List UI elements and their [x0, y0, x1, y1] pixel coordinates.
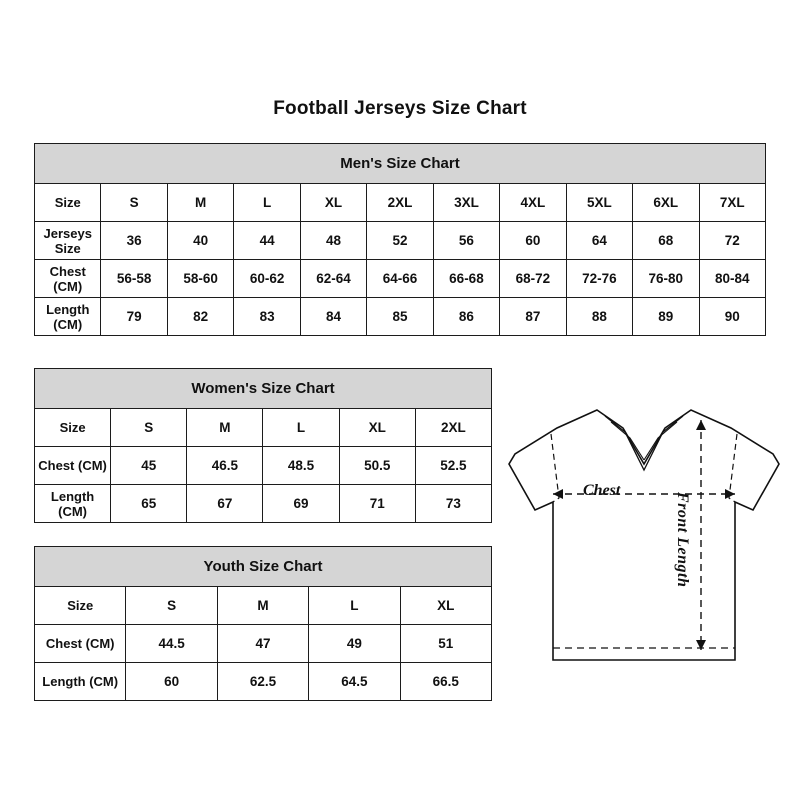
table-row [35, 587, 492, 625]
table-row [35, 663, 492, 701]
chest-arrow-right [725, 489, 735, 499]
cell: 71 [339, 485, 415, 523]
cell: 48.5 [263, 447, 339, 485]
cell: 50.5 [339, 447, 415, 485]
table-row [35, 485, 492, 523]
cell: 47 [217, 625, 308, 663]
cell: 51 [400, 625, 491, 663]
row-label: Size [35, 184, 101, 222]
mens-size-chart-table [34, 143, 766, 336]
cell: 6XL [633, 184, 699, 222]
table-caption-row [35, 144, 766, 184]
row-label: Jerseys Size [35, 222, 101, 260]
cell: 44.5 [126, 625, 217, 663]
cell: 88 [566, 298, 632, 336]
table-row [35, 409, 492, 447]
cell: 82 [167, 298, 233, 336]
front-length-measure-label: Front Length [674, 492, 691, 588]
cell: 64 [566, 222, 632, 260]
cell: 44 [234, 222, 300, 260]
jersey-outline-svg [505, 398, 783, 693]
cell: 52.5 [415, 447, 491, 485]
cell: 62-64 [300, 260, 366, 298]
cell: 5XL [566, 184, 632, 222]
cell: 68-72 [500, 260, 566, 298]
youth-size-chart-table [34, 546, 492, 701]
cell: S [111, 409, 187, 447]
cell: M [167, 184, 233, 222]
cell: 66.5 [400, 663, 491, 701]
cell: 67 [187, 485, 263, 523]
cell: 2XL [367, 184, 433, 222]
chest-measure-label: Chest [583, 482, 621, 499]
cell: 66-68 [433, 260, 499, 298]
cell: 36 [101, 222, 167, 260]
cell: 49 [309, 625, 400, 663]
row-label: Length (CM) [35, 663, 126, 701]
cell: 64-66 [367, 260, 433, 298]
cell: L [263, 409, 339, 447]
table-row [35, 222, 766, 260]
cell: 84 [300, 298, 366, 336]
cell: S [101, 184, 167, 222]
shirt-outline-path [509, 410, 779, 660]
cell: 40 [167, 222, 233, 260]
cell: 48 [300, 222, 366, 260]
cell: 52 [367, 222, 433, 260]
cell: 83 [234, 298, 300, 336]
cell: 76-80 [633, 260, 699, 298]
cell: 46.5 [187, 447, 263, 485]
cell: 72-76 [566, 260, 632, 298]
table-row [35, 184, 766, 222]
cell: 79 [101, 298, 167, 336]
cell: 90 [699, 298, 765, 336]
cell: M [187, 409, 263, 447]
youth-caption: Youth Size Chart [35, 547, 492, 587]
page-title: Football Jerseys Size Chart [273, 98, 527, 119]
row-label: Chest (CM) [35, 625, 126, 663]
cell: XL [300, 184, 366, 222]
row-label: Length (CM) [35, 298, 101, 336]
row-label: Size [35, 409, 111, 447]
cell: 60-62 [234, 260, 300, 298]
table-caption-row [35, 547, 492, 587]
cell: L [309, 587, 400, 625]
table-row [35, 260, 766, 298]
cell: XL [339, 409, 415, 447]
table-caption-row [35, 369, 492, 409]
cell: 45 [111, 447, 187, 485]
chest-arrow-left [553, 489, 563, 499]
cell: 7XL [699, 184, 765, 222]
womens-caption: Women's Size Chart [35, 369, 492, 409]
front-length-arrow-top [696, 420, 706, 430]
mens-caption: Men's Size Chart [35, 144, 766, 184]
cell: 89 [633, 298, 699, 336]
cell: 56 [433, 222, 499, 260]
cell: 2XL [415, 409, 491, 447]
cell: 56-58 [101, 260, 167, 298]
cell: 87 [500, 298, 566, 336]
table-row [35, 447, 492, 485]
cell: XL [400, 587, 491, 625]
cell: 69 [263, 485, 339, 523]
cell: 85 [367, 298, 433, 336]
cell: 64.5 [309, 663, 400, 701]
cell: 3XL [433, 184, 499, 222]
row-label: Chest (CM) [35, 447, 111, 485]
cell: 4XL [500, 184, 566, 222]
table-row [35, 625, 492, 663]
cell: S [126, 587, 217, 625]
cell: 65 [111, 485, 187, 523]
cell: 60 [500, 222, 566, 260]
row-label: Length (CM) [35, 485, 111, 523]
cell: 58-60 [167, 260, 233, 298]
cell: L [234, 184, 300, 222]
cell: 80-84 [699, 260, 765, 298]
cell: 62.5 [217, 663, 308, 701]
table-row [35, 298, 766, 336]
cell: 86 [433, 298, 499, 336]
cell: M [217, 587, 308, 625]
cell: 73 [415, 485, 491, 523]
womens-size-chart-table [34, 368, 492, 523]
cell: 60 [126, 663, 217, 701]
jersey-measurement-diagram [505, 398, 783, 693]
row-label: Size [35, 587, 126, 625]
cell: 68 [633, 222, 699, 260]
row-label: Chest (CM) [35, 260, 101, 298]
cell: 72 [699, 222, 765, 260]
